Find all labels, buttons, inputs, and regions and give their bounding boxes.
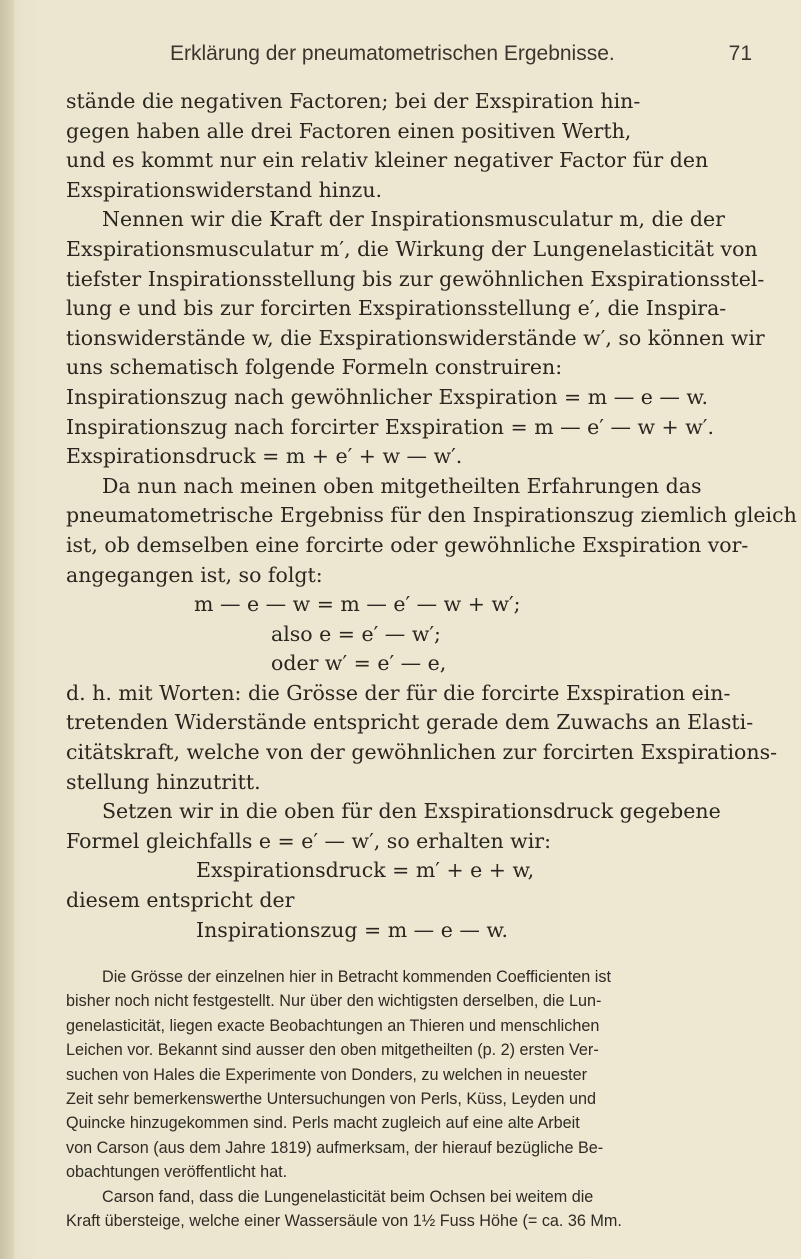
- text-line: Setzen wir in die oben für den Exspirationsdruck gegebene: [102, 799, 721, 824]
- text-line: tretenden Widerstände entspricht gerade dem Zuwachs an Elasti-: [66, 710, 754, 735]
- text-line: citätskraft, welche von der gewöhnlichen zur forcirten Exspirations-: [66, 740, 778, 765]
- text-line: Exspirationswiderstand hinzu.: [66, 177, 383, 202]
- text-line: uns schematisch folgende Formeln construiren:: [66, 355, 563, 380]
- footnote-line: Carson fand, dass die Lungenelasticität beim Ochsen bei weitem die: [102, 1187, 594, 1206]
- text-line: stellung hinzutritt.: [66, 769, 261, 794]
- text-line: Formel gleichfalls e = e′ — w′, so erhalten wir:: [66, 828, 551, 853]
- footnote-line: suchen von Hales die Experimente von Donders, zu welchen in neuester: [66, 1065, 587, 1084]
- equation-line: also e = e′ — w′;: [271, 621, 441, 646]
- footnote-line: von Carson (aus dem Jahre 1819) aufmerksam, der hierauf bezügliche Be-: [66, 1138, 604, 1157]
- footnote-line: Zeit sehr bemerkenswerthe Untersuchungen von Perls, Küss, Leyden und: [66, 1089, 596, 1108]
- text-line: ist, ob demselben eine forcirte oder gewöhnliche Exspiration vor-: [66, 532, 749, 557]
- main-text: [66, 87, 797, 945]
- text-line: und es kommt nur ein relativ kleiner negativer Factor für den: [66, 148, 709, 173]
- footnote-line: Die Grösse der einzelnen hier in Betracht kommenden Coefficienten ist: [102, 968, 611, 986]
- text-line: Exspirationsmusculatur m′, die Wirkung der Lungenelasticität von: [66, 236, 758, 261]
- text-line: tionswiderstände w, die Exspirationswiderstände w′, so können wir: [66, 325, 765, 350]
- equation-line: Inspirationszug = m — e — w.: [196, 917, 508, 942]
- equation-line: Exspirationsdruck = m′ + e + w,: [196, 858, 535, 883]
- text-line: d. h. mit Worten: die Grösse der für die forcirte Exspiration ein-: [66, 680, 731, 705]
- running-title: Erklärung der pneumatometrischen Ergebnisse.: [170, 42, 615, 65]
- text-line: Nennen wir die Kraft der Inspirationsmusculatur m, die der: [102, 207, 725, 232]
- text-line: diesem entspricht der: [66, 888, 295, 913]
- equation-line: m — e — w = m — e′ — w + w′;: [194, 592, 521, 617]
- equation-line: oder w′ = e′ — e,: [271, 651, 447, 676]
- formula-line: Inspirationszug nach gewöhnlicher Exspiration = m — e — w.: [66, 384, 709, 409]
- formula-line: Inspirationszug nach forcirter Exspiration = m — e′ — w + w′.: [66, 414, 714, 439]
- footnote-block: [66, 965, 756, 1233]
- footnote-line: Quincke hinzugekommen sind. Perls macht zugleich auf eine alte Arbeit: [66, 1114, 580, 1133]
- formula-line: Exspirationsdruck = m + e′ + w — w′.: [66, 444, 463, 469]
- footnote-line: genelasticität, liegen exacte Beobachtungen an Thieren und menschlichen: [66, 1016, 600, 1035]
- footnote-line: Kraft übersteige, welche einer Wassersäule von 1½ Fuss Höhe (= ca. 36 Mm.: [66, 1211, 622, 1230]
- text-line: tiefster Inspirationsstellung bis zur gewöhnlichen Exspirationsstel-: [66, 266, 765, 291]
- text-line: lung e und bis zur forcirten Exspirationsstellung e′, die Inspira-: [66, 296, 727, 321]
- footnote-line: Leichen vor. Bekannt sind ausser den oben mitgetheilten (p. 2) ersten Ver-: [66, 1041, 599, 1060]
- text-line: pneumatometrische Ergebniss für den Inspirationszug ziemlich gleich: [66, 503, 797, 528]
- page-header: [66, 42, 752, 72]
- text-line: Da nun nach meinen oben mitgetheilten Erfahrungen das: [102, 473, 702, 498]
- text-line: stände die negativen Factoren; bei der Exspiration hin-: [66, 89, 641, 113]
- footnote-line: bisher noch nicht festgestellt. Nur über den wichtigsten derselben, die Lun-: [66, 992, 602, 1011]
- page-number: 71: [728, 42, 752, 65]
- footnote-line: obachtungen veröffentlicht hat.: [66, 1163, 288, 1182]
- text-line: angegangen ist, so folgt:: [66, 562, 323, 587]
- page-spine-shadow: [0, 0, 14, 1259]
- text-line: gegen haben alle drei Factoren einen positiven Werth,: [66, 118, 632, 143]
